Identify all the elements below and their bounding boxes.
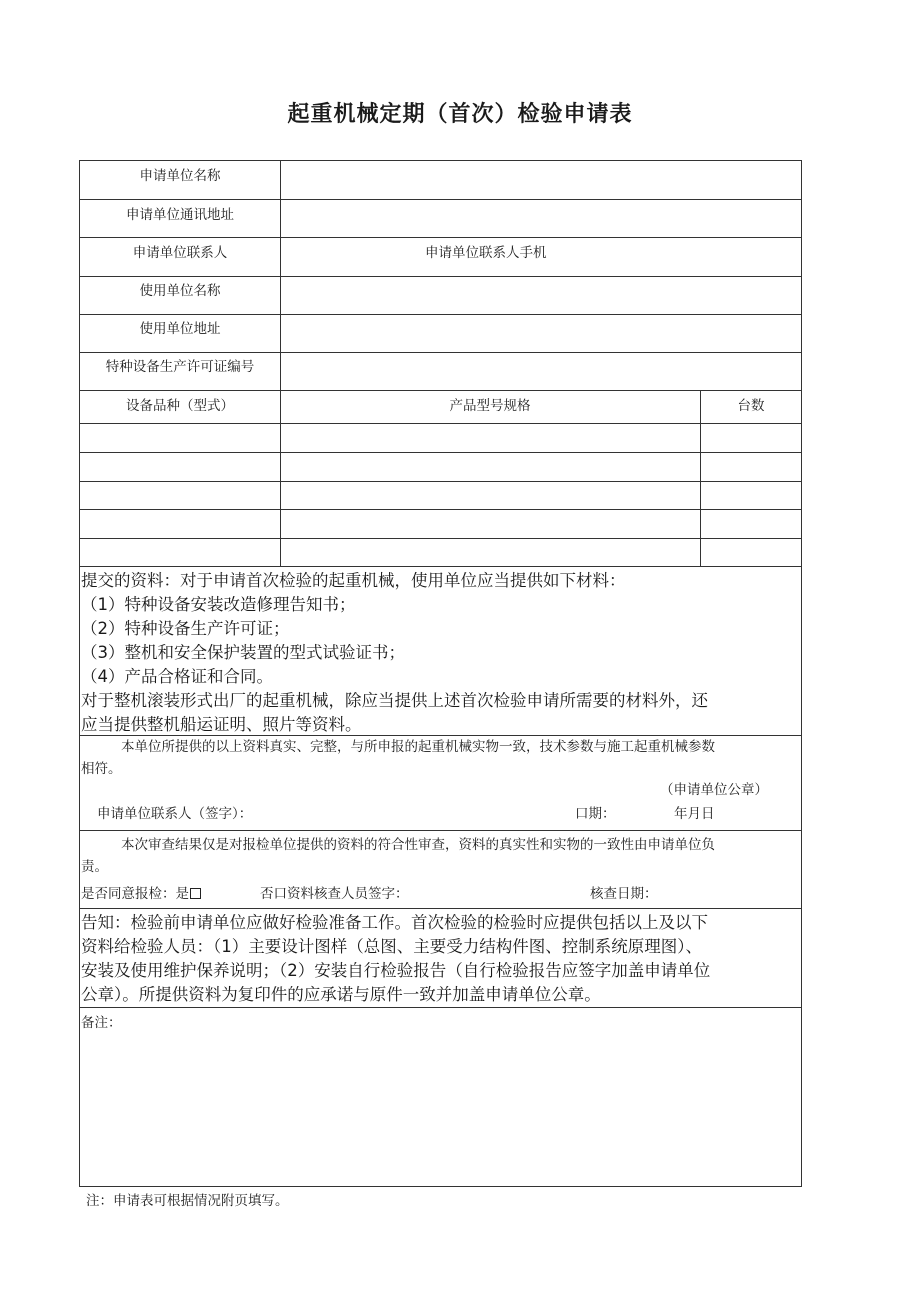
row-divider (79, 538, 802, 539)
no-label: 否 (260, 886, 274, 902)
applicant-contact-phone-label: 申请单位联系人手机 (425, 245, 547, 261)
materials-section (81, 569, 799, 737)
column-divider (280, 160, 281, 566)
user-name-label: 使用单位名称 (139, 283, 221, 299)
reviewer-field (260, 882, 409, 902)
notice-line: 公章）。所提供资料为复印件的应承诺与原件一致并加盖申请单位公章。 (81, 985, 601, 1004)
row-divider (79, 481, 802, 482)
date-value: 年月日 (674, 806, 715, 822)
materials-item: （3）整机和安全保护装置的型式试验证书； (81, 643, 405, 662)
license-number-label: 特种设备生产许可证编号 (105, 359, 255, 375)
quantity-header: 台数 (737, 398, 765, 414)
materials-item: （2）特种设备生产许可证； (81, 619, 290, 638)
materials-item: （4）产品合格证和合同。 (81, 667, 273, 686)
contact-signature-label: 申请单位联系人（签字）： (97, 806, 253, 822)
row-divider (79, 509, 802, 510)
row-divider (79, 566, 802, 567)
remarks-label: 备注： (81, 1015, 122, 1031)
materials-extra: 应当提供整机船运证明、照片等资料。 (81, 715, 362, 734)
row-divider (79, 1007, 802, 1008)
row-divider (79, 390, 802, 391)
row-divider (79, 830, 802, 831)
declaration-line: 相符。 (81, 761, 122, 777)
applicant-address-label: 申请单位通讯地址 (126, 207, 234, 223)
materials-item: （1）特种设备安装改造修理告知书； (81, 595, 356, 614)
reviewer-signature-label: 口资料核查人员签字： (273, 886, 409, 902)
row-divider (79, 352, 802, 353)
row-divider (79, 452, 802, 453)
review-text (81, 834, 799, 878)
review-line: 责。 (81, 859, 108, 875)
row-divider (79, 199, 802, 200)
footnote: 注：申请表可根据情况附页填写。 (86, 1193, 289, 1209)
notice-line: 资料给检验人员：（1）主要设计图样（总图、主要受力结构件图、控制系统原理图）、 (81, 937, 702, 956)
review-line: 本次审查结果仅是对报检单位提供的资料的符合性审查，资料的真实性和实物的一致性由申请单位负 (121, 837, 715, 853)
row-divider (79, 314, 802, 315)
notice-line: 告知：检验前申请单位应做好检验准备工作。首次检验的检验时应提供包括以上及以下 (81, 913, 708, 932)
row-divider (79, 276, 802, 277)
user-address-label: 使用单位地址 (139, 321, 221, 337)
equipment-type-header: 设备品种（型式） (126, 398, 234, 414)
review-date-label: 核查日期： (590, 886, 658, 902)
declaration-line: 本单位所提供的以上资料真实、完整，与所申报的起重机械实物一致，技术参数与施工起重机械参数 (121, 739, 715, 755)
applicant-contact-label: 申请单位联系人 (132, 245, 228, 261)
materials-extra: 对于整机滚装形式出厂的起重机械，除应当提供上述首次检验申请所需要的材料外，还 (81, 691, 708, 710)
materials-intro: 提交的资料：对于申请首次检验的起重机械，使用单位应当提供如下材料： (81, 571, 626, 590)
row-divider (79, 423, 802, 424)
row-divider (79, 237, 802, 238)
agree-inspection-field (81, 882, 201, 902)
model-spec-header: 产品型号规格 (449, 398, 531, 414)
applicant-seal-label: （申请单位公章） (660, 782, 768, 798)
row-divider (79, 908, 802, 909)
date-label: 口期： (575, 806, 616, 822)
notice-section (81, 911, 799, 1007)
declaration-text (81, 736, 799, 780)
page-title: 起重机械定期（首次）检验申请表 (287, 102, 633, 127)
yes-checkbox[interactable] (190, 888, 201, 899)
notice-line: 安装及使用维护保养说明；（2）安装自行检验报告（自行检验报告应签字加盖申请单位 (81, 961, 711, 980)
applicant-name-label: 申请单位名称 (139, 168, 221, 184)
column-divider (700, 390, 701, 566)
agree-label: 是否同意报检：是 (81, 886, 189, 902)
